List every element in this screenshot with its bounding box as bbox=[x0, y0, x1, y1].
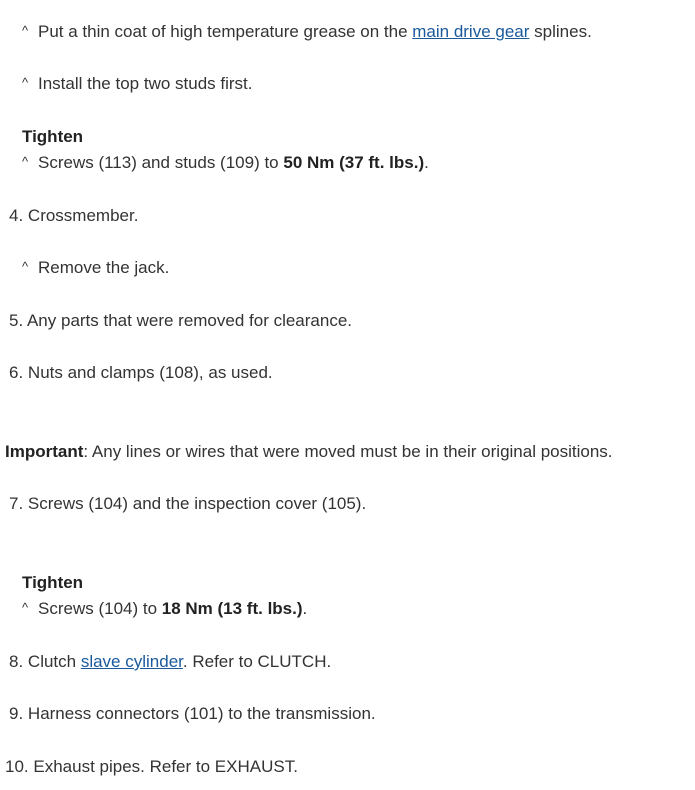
studs-text: Install the top two studs first. bbox=[38, 74, 253, 93]
step-number: 8. bbox=[9, 652, 24, 671]
grease-text-before: Put a thin coat of high temperature grease on the bbox=[38, 22, 413, 41]
torque-value-2: 18 Nm (13 ft. lbs.) bbox=[161, 599, 303, 618]
grease-text-after: splines. bbox=[529, 22, 592, 41]
important-note bbox=[5, 441, 613, 463]
slave-cylinder-link[interactable]: slave cylinder bbox=[80, 652, 183, 671]
caret-icon: ^ bbox=[22, 154, 29, 169]
step-6 bbox=[9, 362, 273, 384]
step-4 bbox=[9, 205, 138, 227]
tighten1-text: Screws (113) and studs (109) to bbox=[38, 153, 284, 172]
main-drive-gear-link[interactable]: main drive gear bbox=[412, 22, 530, 41]
step-10 bbox=[5, 756, 298, 778]
important-text: : Any lines or wires that were moved must be in their original positions. bbox=[83, 442, 613, 461]
tighten-bullet-1 bbox=[22, 152, 429, 174]
step-number: 9. bbox=[9, 704, 24, 723]
step-9 bbox=[9, 703, 376, 725]
step-text: Exhaust pipes. Refer to EXHAUST. bbox=[28, 757, 298, 776]
step-number: 10. bbox=[5, 757, 29, 776]
step-text: Crossmember. bbox=[23, 206, 139, 225]
step-text: Any parts that were removed for clearance. bbox=[23, 311, 353, 330]
step-number: 6. bbox=[9, 363, 24, 382]
step-number: 7. bbox=[9, 494, 24, 513]
step-7 bbox=[9, 493, 366, 515]
tighten1-after: . bbox=[424, 153, 429, 172]
step-5 bbox=[9, 310, 352, 332]
step-text: Screws (104) and the inspection cover (105). bbox=[23, 494, 367, 513]
tighten2-text: Screws (104) to bbox=[38, 599, 162, 618]
step-number: 4. bbox=[9, 206, 24, 225]
tighten-heading-1: Tighten bbox=[22, 127, 84, 146]
jack-text: Remove the jack. bbox=[38, 258, 170, 277]
caret-icon: ^ bbox=[22, 75, 29, 90]
step-8 bbox=[9, 651, 331, 673]
tighten-bullet-2 bbox=[22, 598, 307, 620]
torque-value-1: 50 Nm (37 ft. lbs.) bbox=[283, 153, 425, 172]
studs-bullet bbox=[22, 73, 252, 95]
caret-icon: ^ bbox=[22, 600, 29, 615]
tighten-heading-2: Tighten bbox=[22, 573, 84, 592]
important-label: Important bbox=[5, 442, 84, 461]
step-text: Clutch bbox=[23, 652, 81, 671]
step-text: Nuts and clamps (108), as used. bbox=[23, 363, 273, 382]
tighten2-after: . bbox=[302, 599, 308, 618]
caret-icon: ^ bbox=[22, 259, 29, 274]
caret-icon: ^ bbox=[22, 23, 29, 38]
jack-bullet bbox=[22, 257, 169, 279]
step-number: 5. bbox=[9, 311, 24, 330]
step-text-after: . Refer to CLUTCH. bbox=[182, 652, 332, 671]
step-text: Harness connectors (101) to the transmission. bbox=[23, 704, 376, 723]
grease-bullet bbox=[22, 21, 592, 43]
